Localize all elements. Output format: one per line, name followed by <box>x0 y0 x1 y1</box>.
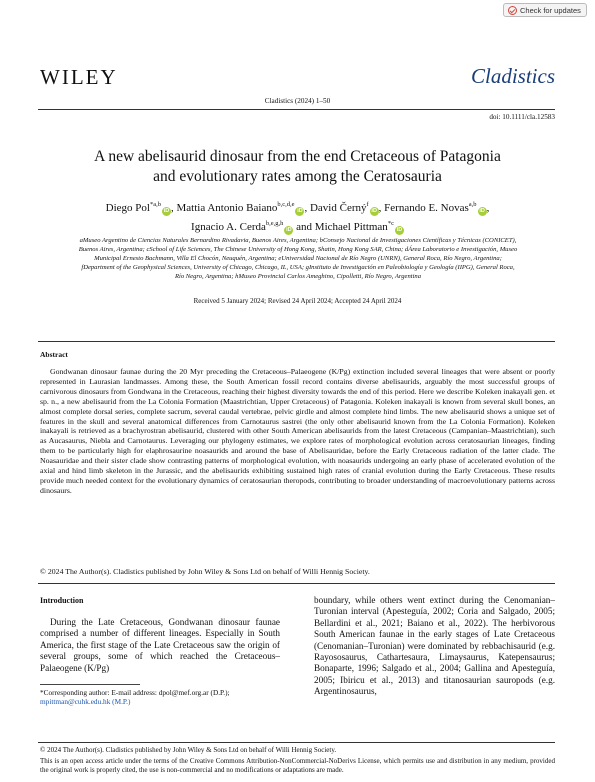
footnote-divider <box>40 684 140 685</box>
journal-name: Cladistics <box>470 64 555 88</box>
citation-line: Cladistics (2024) 1–50 <box>264 97 331 105</box>
orcid-icon[interactable]: iD <box>163 208 170 214</box>
check-for-updates-label: Check for updates <box>520 5 581 15</box>
author-name: Ignacio A. Cerda <box>191 221 266 233</box>
author-name: Michael Pittman <box>314 221 388 233</box>
footer-license: This is an open access article under the terms of the Creative Commons Attribution-NonCommercial-NoDerivs License, which permits use and distribution in any medium, provided the original work is properly cited, the use is non-commercial and no modifications or adaptations are made. <box>40 757 555 775</box>
author-affil: a,b <box>468 201 477 208</box>
intro-right-column: boundary, while others went extinct during the Cenomanian–Turonian interval (Apesteguía, 2002; Coria and Salgado, 2005; Bellardini et al., 2021; Baiano et al., 2022). The herbivorous South American faunae in the early stages of Late Cretaceous (Cenomanian–Turonian) were dominated by rebbachisaurid (e.g. Rayososaurus, Cathartesaura, Limaysaurus, Katepensaurus; Bonaparte, 1996; Salgado et al., 2004; Gallina and Apesteguía, 2005; Ibiricu et al., 2013) and titanosaurian sauropods (e.g. Argentinosaurus, <box>314 595 555 697</box>
body-divider <box>38 583 555 584</box>
footer-copyright: © 2024 The Author(s). Cladistics published by John Wiley & Sons Ltd on behalf of Willi Hennig Society. <box>40 746 337 754</box>
affiliations: aMuseo Argentino de Ciencias Naturales Bernardino Rivadavia, Buenos Aires, Argentina; bConsejo Nacional de Investigaciones Científicas y Técnicas (CONICET), Buenos Aires, Argentina; cSchool of Life Sciences, The Chinese University of Hong Kong, Shatin, Hong Kong SAR, China; dÁrea Laboratorio e Investigación, Museo Municipal Ernesto Bachmann, Villa El Chocón, Neuquén, Argentina; eUniversidad Nacional de Río Negro (UNRN), General Roca, Río Negro, Argentina; fDepartment of the Geophysical Sciences, University of Chicago, Chicago, IL, USA; gInstituto de Investigación en Paleobiología y Geología (IIPG), General Roca, Río Negro, Argentina; hMuseo Provincial Carlos Ameghino, Cipolletti, Río Negro, Argentina <box>78 237 518 280</box>
corresponding-author-footnote <box>40 688 280 706</box>
abstract-text: Gondwanan dinosaur faunae during the 20 Myr preceding the Cretaceous–Palaeogene (K/Pg) extinction included several lineages that were absent or poorly represented in Laurasian landmasses. Among these, the South American fossil record contains diverse abelisaurids, arguably the most successful groups of carnivorous dinosaurs from Gondwana in the Cretaceous, reaching their highest diversity towards the end of this period. Here we describe Koleken inakayali gen. et sp. n., a new abelisaurid from the La Colonia Formation (Maastrichtian, Upper Cretaceous) of Patagonia. Koleken inakayali is known from several skull bones, an almost complete dorsal series, complete sacrum, several caudal vertebrae, pelvic girdle and almost complete hind limbs. The new abelisaurid shows a unique set of features in the skull and several anatomical differences from Carnotaurus sastrei (the only other abelisaurid known from the La Colonia Formation). Koleken inakayali is retrieved as a brachyrostran abelisaurid, clustered with other South American abelisaurids from the latest Cretaceous (Campanian–Maastrichtian), such as Aucasaurus, Niebla and Carnotaurus. Leveraging our phylogeny estimates, we explore rates of morphological evolution across ceratosaurian lineages, finding them to be particularly high for elaphrosaurine noasaurids and around the base of Abelisauridae, before the Early Cretaceous radiation of the latter clade. The Noasauridae and their sister clade show contrasting patterns of morphological evolution, with noasaurids undergoing an early phase of accelerated evolution of the axial and hind limb skeleton in the Jurassic, and the abelisaurids exhibiting sustained high rates of cranial evolution during the Early Cretaceous. These results provide much needed context for the evolutionary dynamics of ceratosaurian theropods, contributing to broader understanding of macroevolutionary patterns across dinosaurs. <box>40 367 555 495</box>
author-conjunction: and <box>296 221 313 233</box>
check-for-updates-button[interactable] <box>503 3 587 17</box>
doi-line: doi: 10.1111/cla.12583 <box>489 113 555 121</box>
orcid-icon[interactable]: iD <box>297 208 303 214</box>
author-affil: b,e,g,h <box>265 220 284 227</box>
orcid-icon[interactable]: iD <box>371 208 377 214</box>
footnote-line-1: *Corresponding author: E-mail address: dpol@mef.org.ar (D.P.); <box>40 688 230 697</box>
title-line-2: and evolutionary rates among the Ceratosauria <box>153 168 442 185</box>
introduction-heading: Introduction <box>40 596 84 605</box>
abstract-heading: Abstract <box>40 350 68 359</box>
orcid-icon[interactable]: iD <box>396 227 403 233</box>
header-divider <box>38 109 555 110</box>
check-icon <box>508 6 517 15</box>
abstract-divider <box>38 341 555 342</box>
intro-left-column: During the Late Cretaceous, Gondwanan dinosaur faunae comprised a number of different lineages. Especially in South America, the first stage of the Late Cretaceous saw the origin of several groups, some of which reached the Cretaceous–Palaeogene (K/Pg) <box>40 617 280 673</box>
orcid-icon[interactable]: iD <box>479 208 485 214</box>
author-affil: *c <box>387 220 394 227</box>
article-title <box>40 147 555 187</box>
abstract-copyright: © 2024 The Author(s). Cladistics published by John Wiley & Sons Ltd on behalf of Willi Hennig Society. <box>40 567 370 576</box>
author-name: Mattia Antonio Baiano <box>176 202 278 214</box>
author-name: Diego Pol <box>105 202 150 214</box>
publisher-logo: WILEY <box>40 65 118 89</box>
footer-divider <box>38 742 555 743</box>
author-affil: b,c,d,e <box>277 201 295 208</box>
footnote-email-link[interactable]: mpittman@cuhk.edu.hk (M.P.) <box>40 697 131 706</box>
author-affil: f <box>366 201 369 208</box>
author-name: Fernando E. Novas <box>384 202 469 214</box>
author-affil: *a,b <box>149 201 161 208</box>
author-list: Diego Pol$^{*a,b}$iD , Mattia Antonio Baiano$^{b,c,d,e}$iD , David Černý$^f$iD , Fernando E. Novas$^{a,b}$iD , Ignacio A. Cerda$^{b,e,g,h}$iD and Michael Pittman$^{*c}$iD <box>105 201 490 233</box>
orcid-icon[interactable]: iD <box>286 227 292 233</box>
title-line-1: A new abelisaurid dinosaur from the end Cretaceous of Patagonia <box>94 148 501 165</box>
received-dates: Received 5 January 2024; Revised 24 April 2024; Accepted 24 April 2024 <box>193 297 402 305</box>
author-name: David Černý <box>309 202 367 214</box>
